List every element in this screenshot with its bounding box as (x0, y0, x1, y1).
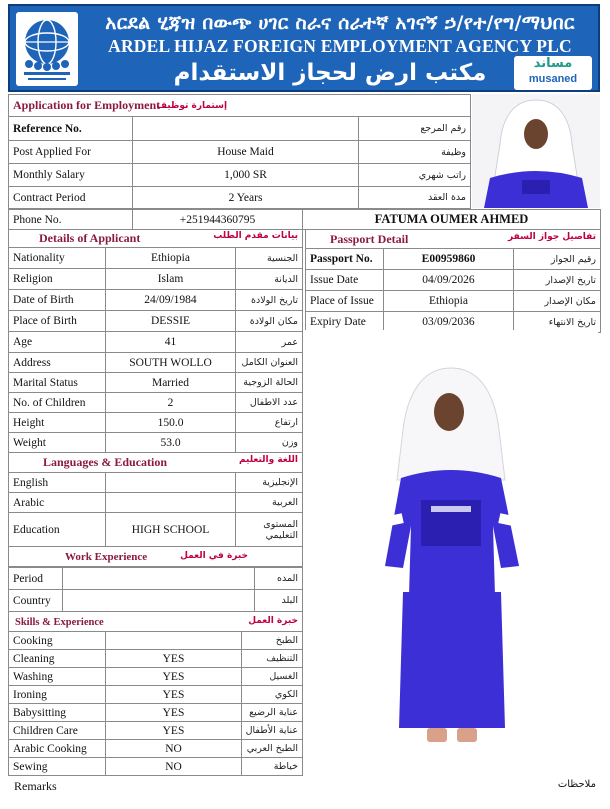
table-row (9, 373, 303, 393)
remarks-label: Remarks (14, 779, 57, 793)
table-row (9, 513, 303, 547)
religion-label: Religion (9, 269, 106, 290)
table-row (9, 758, 303, 776)
salary-label: Monthly Salary (9, 164, 133, 187)
musaned-english: musaned (528, 73, 578, 85)
height-label-ar: ارتفاع (236, 413, 303, 433)
age-label-ar: عمر (236, 332, 303, 353)
english-value (106, 473, 236, 493)
children-label-ar: عدد الاطفال (236, 393, 303, 413)
table-row (306, 291, 601, 312)
skill-cleaning-label: Cleaning (9, 650, 106, 668)
nationality-label-ar: الجنسية (236, 248, 303, 269)
religion-value: Islam (106, 269, 236, 290)
remarks-row (8, 776, 600, 796)
weight-label-ar: وزن (236, 433, 303, 453)
banner-english-name: ARDEL HIJAZ FOREIGN EMPLOYMENT AGENCY PLC (108, 36, 572, 56)
education-value: HIGH SCHOOL (106, 513, 236, 547)
education-label: Education (9, 513, 106, 547)
skill-ironing-label-ar: الكوي (242, 686, 303, 704)
table-row (9, 187, 471, 209)
period-label: Period (9, 568, 63, 590)
languages-section-title-ar: اللغة والتعليم (238, 455, 299, 465)
address-label-ar: العنوان الكامل (236, 353, 303, 373)
reference-value (133, 117, 359, 141)
country-value (63, 590, 255, 612)
birthplace-value: DESSIE (106, 311, 236, 332)
country-label: Country (9, 590, 63, 612)
skill-sewing-label-ar: خياطة (242, 758, 303, 776)
period-value (63, 568, 255, 590)
skill-cooking-label: Cooking (9, 632, 106, 650)
table-row (9, 568, 303, 590)
table-row (9, 248, 303, 269)
skill-arabic-cooking-label: Arabic Cooking (9, 740, 106, 758)
skill-childcare-label-ar: عناية الأطفال (242, 722, 303, 740)
table-row (9, 353, 303, 373)
work-section-title-ar: خبرة في العمل (180, 550, 249, 561)
salary-value: 1,000 SR (133, 164, 359, 187)
banner-arabic-name: مكتب ارض لحجاز الاستقدام (173, 60, 487, 86)
expiry-date-value: 03/09/2036 (384, 312, 514, 333)
issue-date-label: Issue Date (306, 270, 384, 291)
table-row (9, 332, 303, 353)
agency-logo (16, 12, 78, 86)
height-label: Height (9, 413, 106, 433)
address-value: SOUTH WOLLO (106, 353, 236, 373)
dob-label: Date of Birth (9, 290, 106, 311)
table-row (9, 141, 471, 164)
passport-table (305, 229, 601, 333)
weight-label: Weight (9, 433, 106, 453)
passport-no-label: Passport No. (306, 249, 384, 270)
post-label: Post Applied For (9, 141, 133, 164)
table-row (9, 164, 471, 187)
application-title: Application for Employment (13, 98, 161, 112)
skills-section-title-ar: خبرة العمل (248, 615, 299, 626)
period-label-ar: المده (255, 568, 303, 590)
languages-section-title: Languages & Education (43, 455, 168, 469)
post-value: House Maid (133, 141, 359, 164)
issue-date-label-ar: تاريخ الإصدار (514, 270, 601, 291)
reference-label-ar: رقم المرجع (359, 117, 471, 141)
table-row (9, 433, 303, 453)
skill-cleaning-value: YES (106, 650, 242, 668)
birthplace-label-ar: مكان الولادة (236, 311, 303, 332)
table-row (9, 269, 303, 290)
skill-arabic-cooking-label-ar: الطبخ العربي (242, 740, 303, 758)
nationality-value: Ethiopia (106, 248, 236, 269)
skill-washing-label: Washing (9, 668, 106, 686)
application-table (8, 94, 471, 209)
application-title-ar: إستمارة توظيف (156, 100, 228, 111)
table-row (9, 686, 303, 704)
weight-value: 53.0 (106, 433, 236, 453)
dob-label-ar: تاريخ الولادة (236, 290, 303, 311)
issue-place-value: Ethiopia (384, 291, 514, 312)
agency-banner (8, 4, 600, 92)
passport-no-value: E00959860 (384, 249, 514, 270)
issue-place-label-ar: مكان الإصدار (514, 291, 601, 312)
skill-babysitting-value: YES (106, 704, 242, 722)
applicant-details-table (8, 229, 303, 567)
children-value: 2 (106, 393, 236, 413)
skill-arabic-cooking-value: NO (106, 740, 242, 758)
birthplace-label: Place of Birth (9, 311, 106, 332)
contract-label-ar: مدة العقد (359, 187, 471, 209)
address-label: Address (9, 353, 106, 373)
arabic-label-ar: العربية (236, 493, 303, 513)
age-label: Age (9, 332, 106, 353)
salary-label-ar: راتب شهري (359, 164, 471, 187)
arabic-value (106, 493, 236, 513)
table-row (9, 413, 303, 433)
issue-date-value: 04/09/2026 (384, 270, 514, 291)
reference-label: Reference No. (9, 117, 133, 141)
age-value: 41 (106, 332, 236, 353)
table-row (9, 722, 303, 740)
expiry-date-label-ar: تاريخ الانتهاء (514, 312, 601, 333)
table-row (9, 740, 303, 758)
table-row (9, 650, 303, 668)
applicant-section-title: Details of Applicant (39, 231, 141, 245)
issue-place-label: Place of Issue (306, 291, 384, 312)
work-experience-table (8, 567, 303, 612)
height-value: 150.0 (106, 413, 236, 433)
religion-label-ar: الديانة (236, 269, 303, 290)
nationality-label: Nationality (9, 248, 106, 269)
table-row (9, 704, 303, 722)
applicant-section-title-ar: بيانات مقدم الطلب (213, 231, 299, 241)
expiry-date-label: Expiry Date (306, 312, 384, 333)
skill-babysitting-label-ar: عناية الرضيع (242, 704, 303, 722)
table-row (9, 590, 303, 612)
passport-no-label-ar: رقيم الجواز (514, 249, 601, 270)
banner-amharic-name: አርደል ሂጃዝ በውጭ ሀገር ስራና ሰራተኛ አገናኝ ኃ/የተ/የግ/ማህበር (105, 12, 575, 34)
country-label-ar: البلد (255, 590, 303, 612)
table-row (9, 290, 303, 311)
skill-babysitting-label: Babysitting (9, 704, 106, 722)
applicant-full-name: FATUMA OUMER AHMED (303, 210, 601, 230)
table-row (9, 473, 303, 493)
education-label-ar: المستوى التعليمي (236, 513, 303, 547)
table-row (306, 249, 601, 270)
table-row (9, 493, 303, 513)
dob-value: 24/09/1984 (106, 290, 236, 311)
arabic-label: Arabic (9, 493, 106, 513)
english-label-ar: الإنجليزية (236, 473, 303, 493)
passport-section-title: Passport Detail (330, 231, 409, 246)
skill-cooking-label-ar: الطبخ (242, 632, 303, 650)
skill-cleaning-label-ar: التنظيف (242, 650, 303, 668)
skill-washing-value: YES (106, 668, 242, 686)
skill-ironing-value: YES (106, 686, 242, 704)
skills-table (8, 611, 303, 776)
skill-sewing-value: NO (106, 758, 242, 776)
skill-sewing-label: Sewing (9, 758, 106, 776)
applicant-photo-small (472, 94, 600, 208)
table-row (9, 117, 471, 141)
skills-section-title: Skills & Experience (15, 616, 104, 628)
skill-childcare-value: YES (106, 722, 242, 740)
skill-cooking-value (106, 632, 242, 650)
skill-washing-label-ar: الغسيل (242, 668, 303, 686)
table-row (306, 270, 601, 291)
phone-name-table (8, 209, 601, 230)
table-row (9, 311, 303, 332)
contract-value: 2 Years (133, 187, 359, 209)
phone-value: +251944360795 (133, 210, 303, 230)
phone-label: Phone No. (9, 210, 133, 230)
applicant-photo-full (305, 330, 598, 776)
skill-childcare-label: Children Care (9, 722, 106, 740)
passport-section-title-ar: تفاصيل جواز السفر (508, 231, 597, 242)
musaned-arabic: مساند (533, 56, 573, 71)
skill-ironing-label: Ironing (9, 686, 106, 704)
marital-label-ar: الحالة الزوجية (236, 373, 303, 393)
table-row (9, 668, 303, 686)
marital-value: Married (106, 373, 236, 393)
table-row (9, 632, 303, 650)
remarks-label-ar: ملاحظات (557, 779, 596, 790)
contract-label: Contract Period (9, 187, 133, 209)
marital-label: Marital Status (9, 373, 106, 393)
post-label-ar: وظيفة (359, 141, 471, 164)
table-row (9, 393, 303, 413)
musaned-logo (514, 56, 592, 90)
work-section-title: Work Experience (65, 550, 148, 563)
children-label: No. of Children (9, 393, 106, 413)
english-label: English (9, 473, 106, 493)
